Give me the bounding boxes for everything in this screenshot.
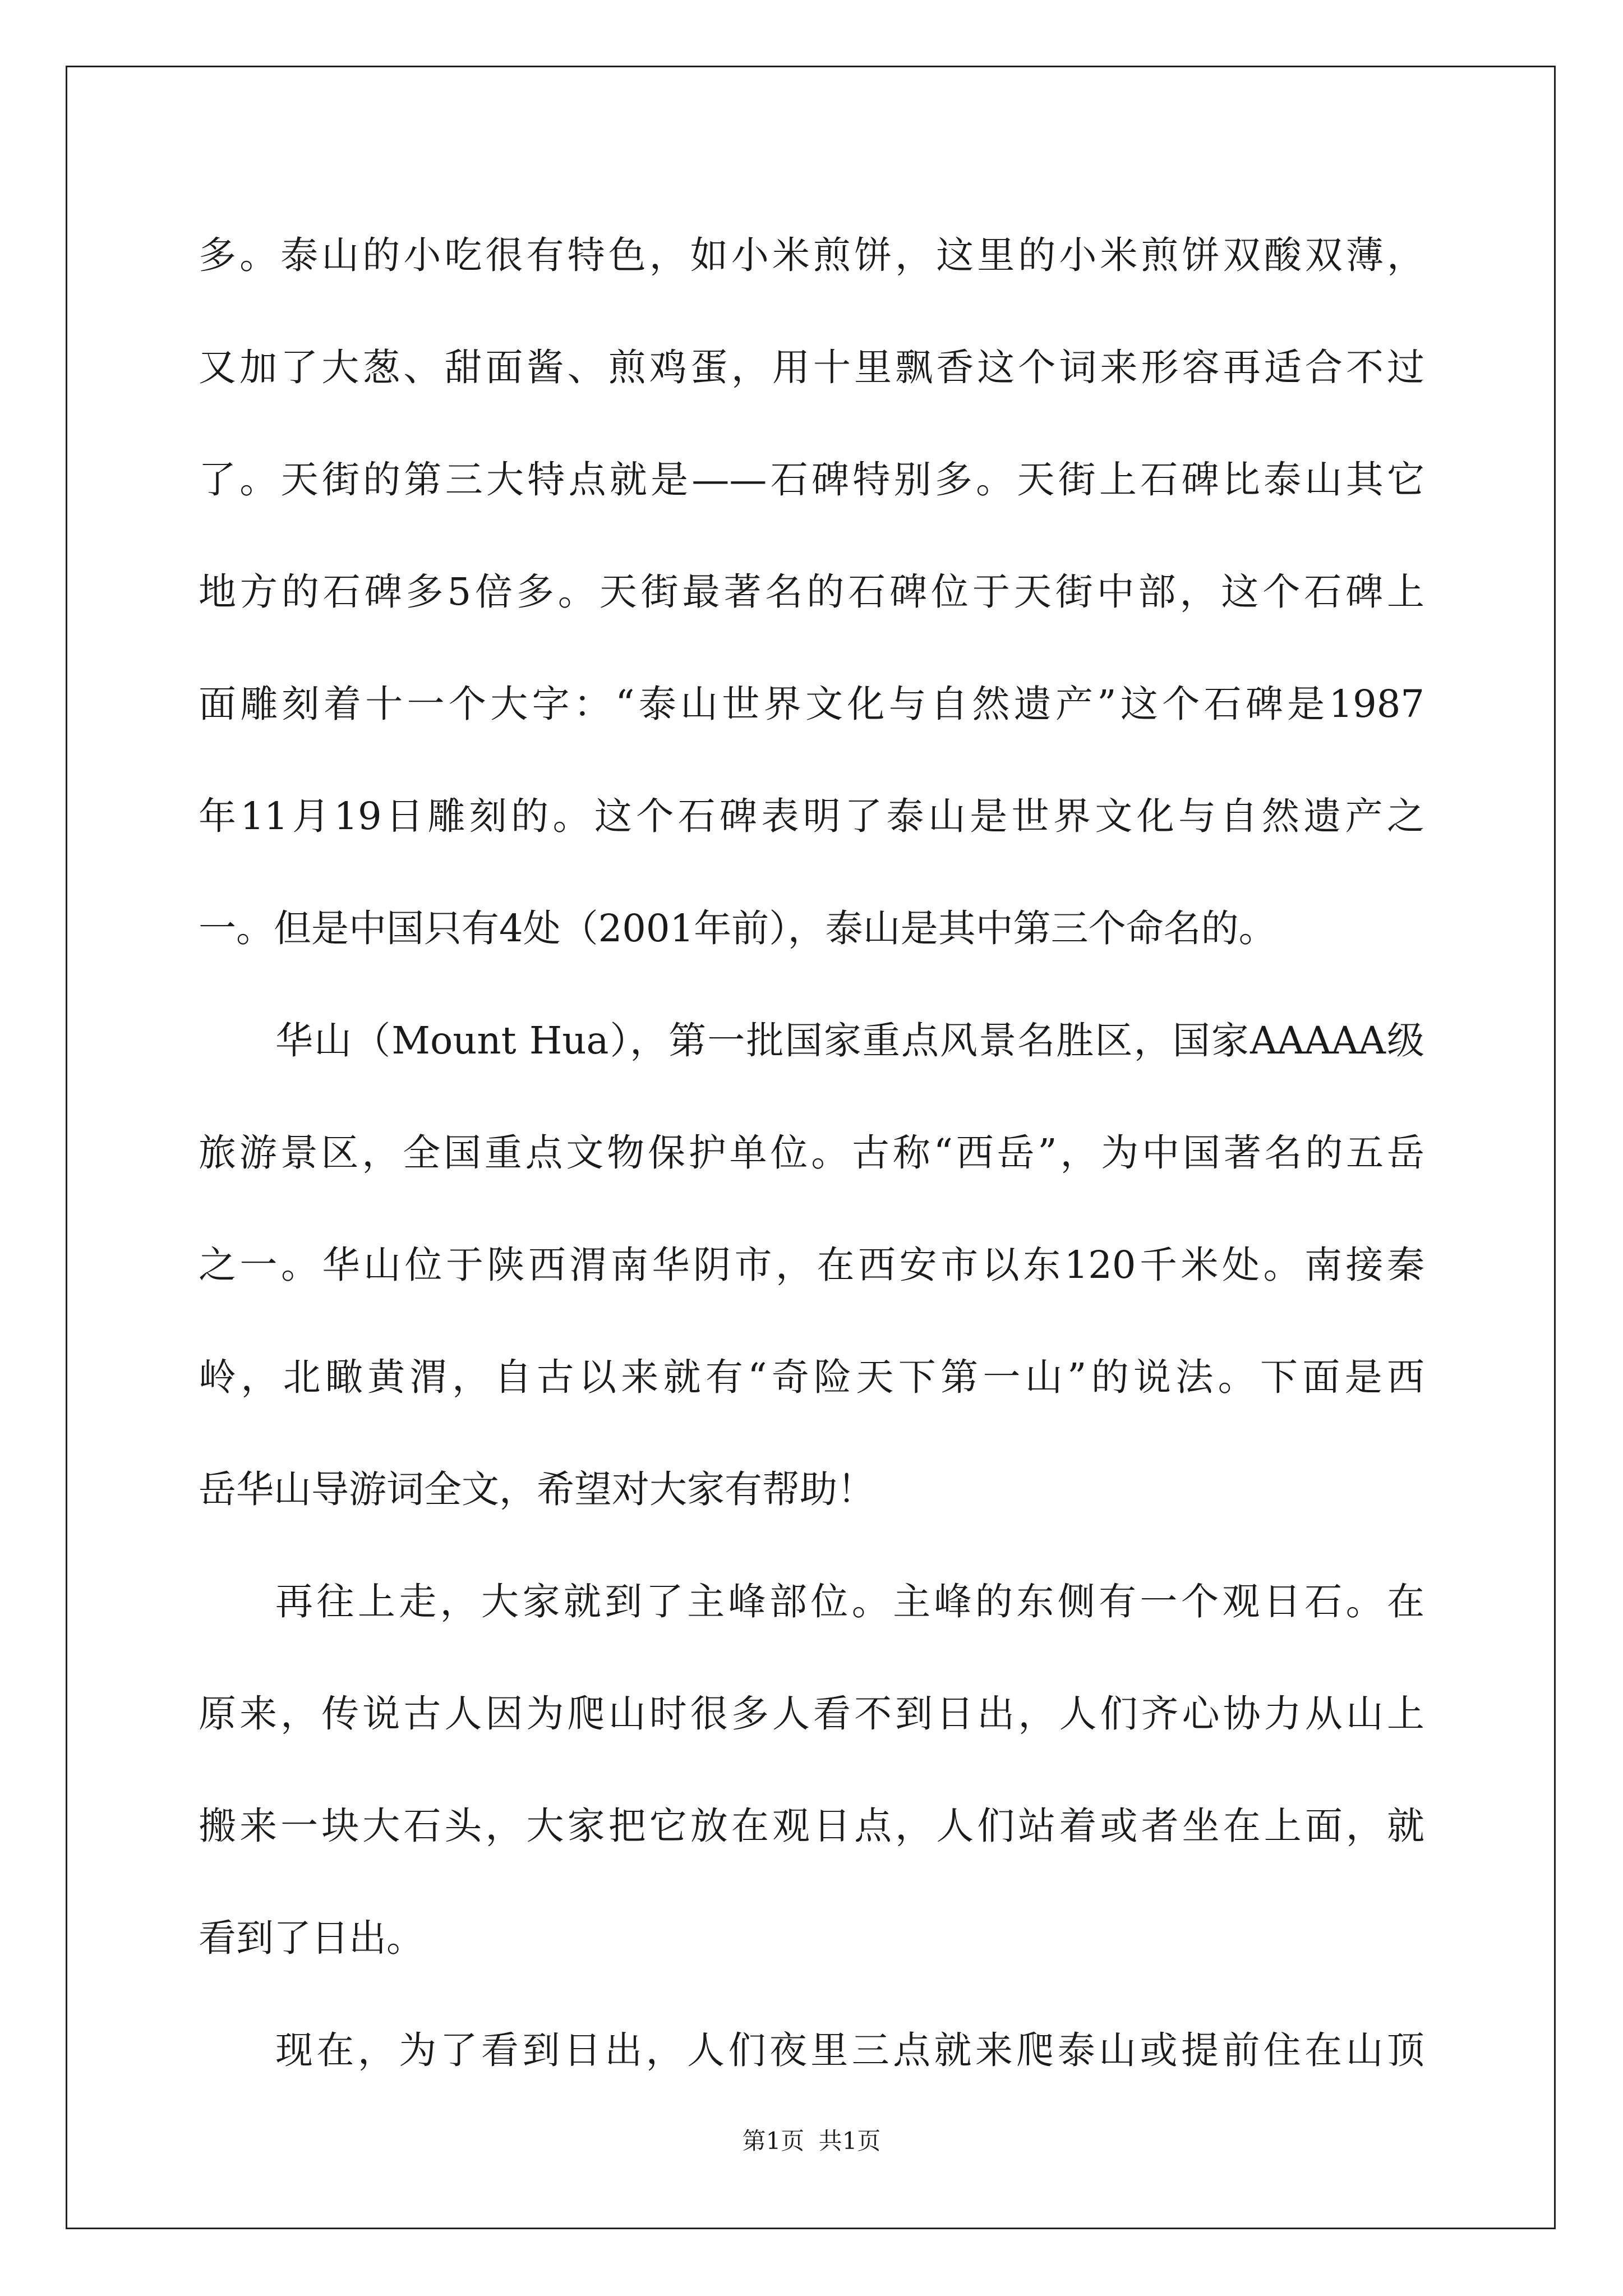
document-body — [199, 213, 1424, 2120]
text-line: 岳华山导游词全文，希望对大家有帮助！ — [199, 1467, 875, 1511]
text-line: 原来，传说古人因为爬山时很多人看不到日出，人们齐心协力从山上 — [199, 1692, 1424, 1736]
page-number-total: 共1页 — [818, 2127, 881, 2155]
text-line: 之一。华山位于陕西渭南华阴市，在西安市以东120千米处。南接秦 — [199, 1243, 1424, 1287]
text-line: 面雕刻着十一个大字：“泰山世界文化与自然遗产”这个石碑是1987 — [199, 682, 1424, 726]
text-line: 岭，北瞰黄渭，自古以来就有“奇险天下第一山”的说法。下面是西 — [199, 1355, 1424, 1399]
page-footer — [0, 2124, 1623, 2158]
text-line: 多。泰山的小吃很有特色，如小米煎饼，这里的小米煎饼双酸双薄， — [199, 233, 1424, 277]
text-line: 搬来一块大石头，大家把它放在观日点，人们站着或者坐在上面，就 — [199, 1804, 1424, 1848]
text-line: 了。天街的第三大特点就是——石碑特别多。天街上石碑比泰山其它 — [199, 458, 1424, 501]
text-line: 地方的石碑多5倍多。天街最著名的石碑位于天街中部，这个石碑上 — [199, 570, 1424, 614]
text-line: 一。但是中国只有4处（2001年前），泰山是其中第三个命名的。 — [199, 907, 1276, 950]
text-line: 看到了日出。 — [199, 1916, 424, 1960]
page-number-current: 第1页 — [742, 2127, 805, 2155]
text-line: 旅游景区，全国重点文物保护单位。古称“西岳”，为中国著名的五岳 — [199, 1131, 1424, 1175]
text-line: 又加了大葱、甜面酱、煎鸡蛋，用十里飘香这个词来形容再适合不过 — [199, 346, 1424, 389]
paragraph-start-line: 现在，为了看到日出，人们夜里三点就来爬泰山或提前住在山顶 — [275, 2028, 1424, 2072]
paragraph-start-line: 再往上走，大家就到了主峰部位。主峰的东侧有一个观日石。在 — [275, 1580, 1424, 1623]
paragraph-start-line: 华山（Mount Hua），第一批国家重点风景名胜区，国家AAAAA级 — [275, 1019, 1424, 1062]
text-line: 年11月19日雕刻的。这个石碑表明了泰山是世界文化与自然遗产之 — [199, 794, 1424, 838]
